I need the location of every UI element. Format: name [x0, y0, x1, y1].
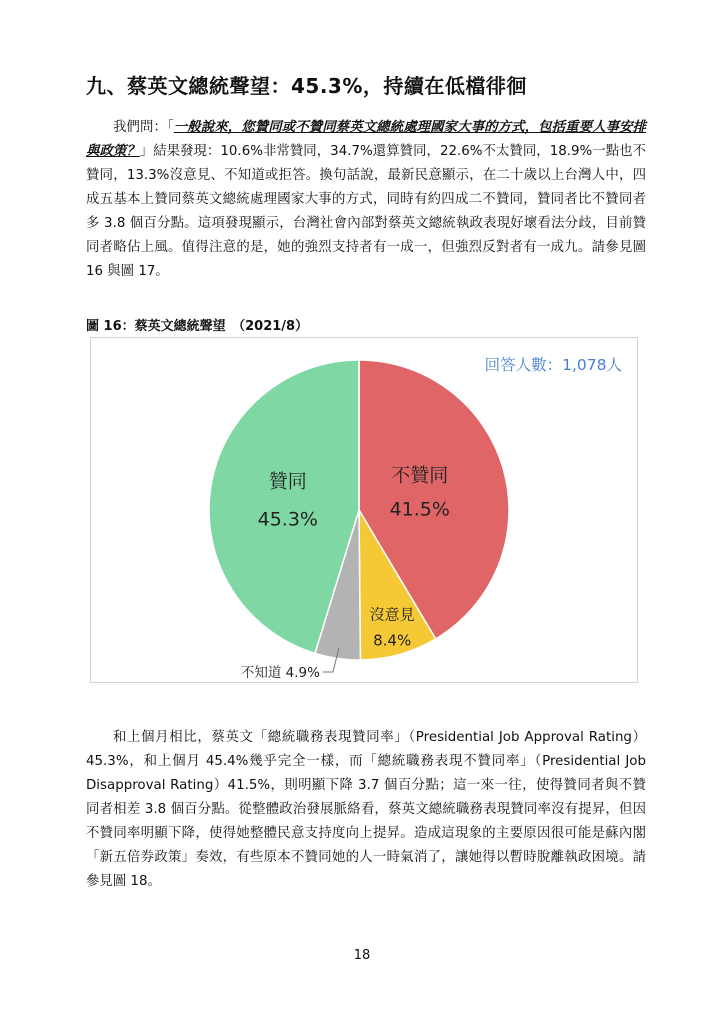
slice-value-label-approve: 45.3%: [257, 508, 318, 531]
respondents-count-label: 回答人數：1,078人: [484, 356, 622, 374]
figure-caption: 圖 16：蔡英文總統聲望 （2021/8）: [86, 319, 309, 334]
survey-question-text: 一般說來，您贊同或不贊同蔡英文總統處理國家大事的方式，包括重要人事安排與政策？: [86, 120, 646, 159]
pie-chart: [91, 338, 639, 684]
slice-name-label-disapprove: 不贊同: [391, 464, 449, 487]
slice-value-label-no-opinion: 8.4%: [373, 631, 412, 650]
slice-label-dont-know: 不知道 4.9%: [240, 665, 320, 681]
page-number: 18: [353, 948, 371, 963]
slice-name-label-no-opinion: 沒意見: [369, 605, 415, 624]
paragraph-survey-question: [86, 116, 646, 284]
paragraph-comparison: 和上個月相比，蔡英文「總統職務表現贊同率」（Presidential Job Approval Rating）45.3%，和上個月 45.4%幾乎完全一樣，而「總統職務表現不贊同率」（Presidential Job Disapproval Rating）41.5%，則明顯下降 3.7 個百分點；這一來一往，使得贊同者與不贊同者相差 3.8 個百分點。從整體政治發展脈絡看，蔡英文總統職務表現贊同率沒有提昇，但因不贊同率明顯下降，使得她整體民意支持度向上提昇。造成這現象的主要原因很可能是蘇內閣「新五倍券政策」奏效，有些原本不贊同她的人一時氣消了，讓她得以暫時脫離執政困境。請參見圖 18。: [86, 730, 646, 889]
paragraph-body: 」結果發現：10.6%非常贊同，34.7%還算贊同，22.6%不太贊同，18.9%一點也不贊同，13.3%沒意見、不知道或拒答。換句話說，最新民意顯示，在二十歲以上台灣人中，四成五基本上贊同蔡英文總統處理國家大事的方式，同時有約四成二不贊同，贊同者比不贊同者多 3.8 個百分點。這項發現顯示，台灣社會內部對蔡英文總統執政表現好壞看法分歧，目前贊同者略佔上風。值得注意的是，她的強烈支持者有一成一，但強烈反對者有一成九。請參見圖 16 與圖 17。: [86, 144, 647, 279]
pie-chart-frame: [90, 337, 638, 683]
slice-value-label-disapprove: 41.5%: [389, 498, 450, 521]
pie-slices: [209, 360, 509, 660]
section-heading: 九、蔡英文總統聲望：45.3%，持續在低檔徘徊: [86, 74, 527, 98]
paragraph-lead: 我們問：「: [113, 120, 174, 135]
slice-name-label-approve: 贊同: [268, 470, 307, 493]
